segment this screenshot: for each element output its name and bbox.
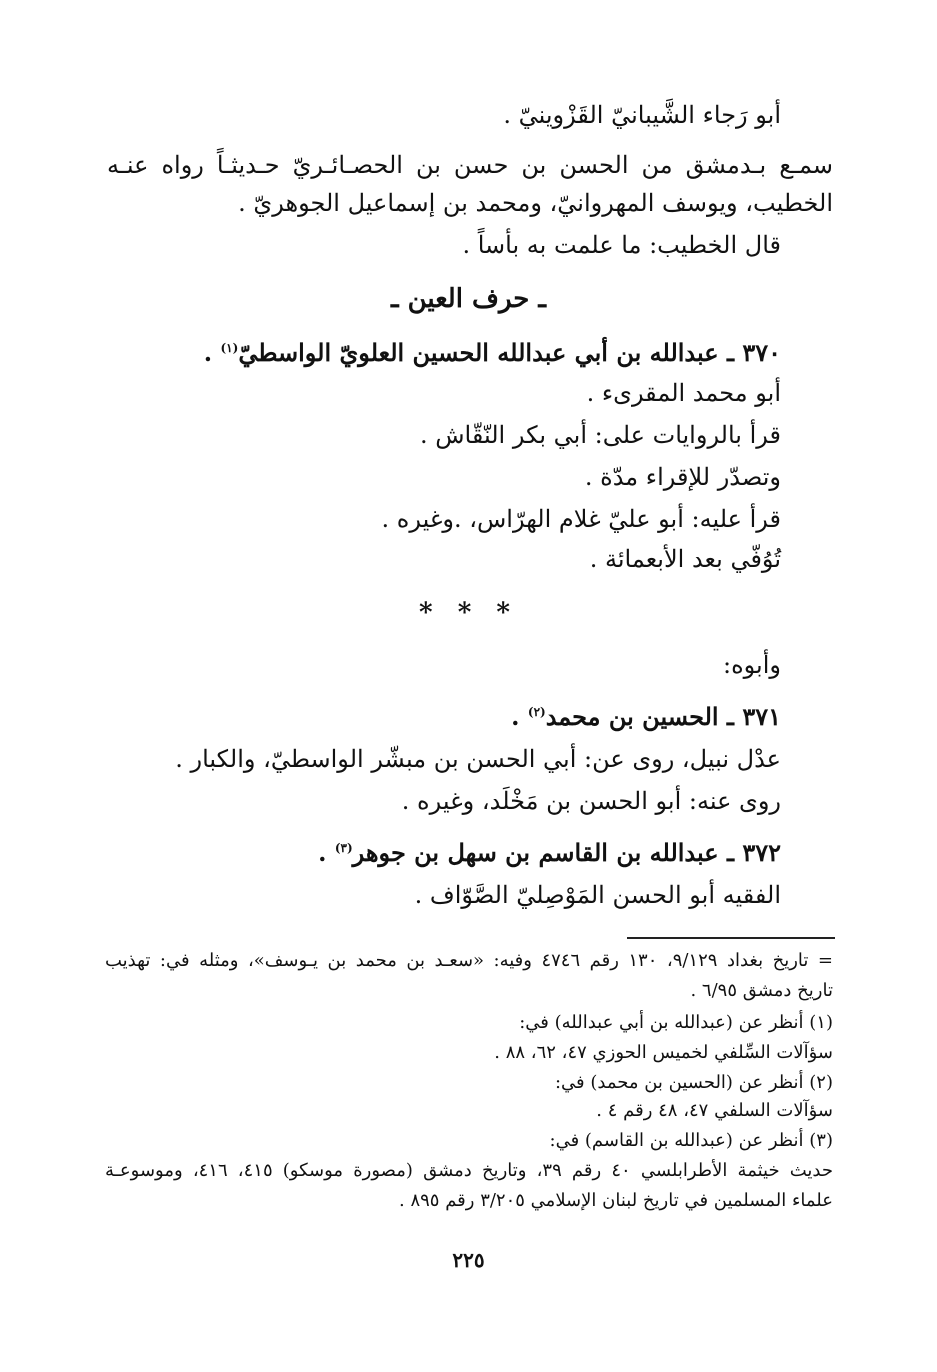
entry-371-period: . <box>511 702 528 731</box>
section-heading: ـ حرف العين ـ <box>390 284 547 314</box>
footnote-ref-3: (٣) <box>334 841 353 855</box>
entry-372-name: ٣٧٢ ـ عبدالله بن القاسم بن سهل بن جوهر <box>352 838 781 867</box>
entry-370-teaching: وتصدّر للإقراء مدّة . <box>584 463 781 491</box>
footnote-continuation-2: تاريخ دمشق ٦/٩٥ . <box>690 980 833 1001</box>
khatib-saying: قال الخطيب: ما علمت به بأساً . <box>462 231 781 259</box>
narrators-line: الخطيب، ويوسف المهروانيّ، ومحمد بن إسماعيل الجوهريّ . <box>238 189 833 217</box>
entry-370-death: تُوُفّي بعد الأبعمائة . <box>589 545 781 573</box>
footnote-1-heading: (١) أنظر عن (عبدالله بن أبي عبدالله) في: <box>519 1012 833 1033</box>
footnote-2-body: سؤآلات السلفي ٤٧، ٤٨ رقم ٤ . <box>596 1100 833 1121</box>
separator-stars: * * * <box>419 598 518 628</box>
entry-372-kunya: الفقيه أبو الحسن المَوْصِليّ الصَّوّاف . <box>414 881 781 909</box>
footnote-divider <box>627 937 835 939</box>
entry-370-students: قرأ عليه: أبو عليّ غلام الهرّاس، .وغيره . <box>381 505 781 533</box>
footnote-3-body: حديث خيثمة الأطرابلسي ٤٠ رقم ٣٩، وتاريخ دمشق (مصورة موسكو) ٤١٥، ٤١٦، وموسوعـة <box>105 1160 833 1181</box>
entry-370-title <box>204 336 781 370</box>
footnote-1-body: سؤآلات السِّلفي لخميس الحوزي ٤٧، ٦٢، ٨٨ . <box>494 1042 833 1063</box>
footnote-3-body-2: علماء المسلمين في تاريخ لبنان الإسلامي ٣/٢٠٥ رقم ٨٩٥ . <box>399 1190 833 1211</box>
entry-370-reading: قرأ بالروايات على: أبي بكر النّقّاش . <box>419 421 781 449</box>
entry-372-period: . <box>318 838 335 867</box>
entry-370-kunya: أبو محمد المقرىء . <box>586 379 781 407</box>
page-number: ٢٢٥ <box>452 1248 485 1272</box>
entry-371-name: ٣٧١ ـ الحسين بن محمد <box>545 702 781 731</box>
entry-371-description: عدْل نبيل، روى عن: أبي الحسن بن مبشّر الواسطيّ، والكبار . <box>175 745 781 773</box>
entry-371-title <box>511 700 781 734</box>
nisba-line: أبو رَجاء الشَّيبانيّ القَزْوينيّ . <box>503 101 781 129</box>
footnote-continuation: = تاريخ بغداد ٩/١٢٩، ١٣٠ رقم ٤٧٤٦ وفيه: «سعـد بن محمد بن يـوسف»، ومثله في: تهذيب <box>105 950 833 971</box>
footnote-2-heading: (٢) أنظر عن (الحسين بن محمد) في: <box>554 1072 833 1093</box>
entry-371-students: روى عنه: أبو الحسن بن مَخْلَد، وغيره . <box>401 787 781 815</box>
footnote-3-heading: (٣) أنظر عن (عبدالله بن القاسم) في: <box>549 1130 833 1151</box>
sama-line: سمـع بـدمشق من الحسن بن حسن بن الحصـائـريّ حـديثـاً رواه عنـه <box>107 151 833 179</box>
entry-370-period: . <box>203 338 221 367</box>
footnote-ref-1: (١) <box>220 341 239 355</box>
entry-370-name: ٣٧٠ ـ عبدالله بن أبي عبدالله الحسين العلويّ الواسطيّ <box>238 338 781 367</box>
father-label: وأبوه: <box>723 651 781 679</box>
entry-372-title <box>318 836 781 870</box>
footnote-ref-2: (٢) <box>527 705 546 719</box>
